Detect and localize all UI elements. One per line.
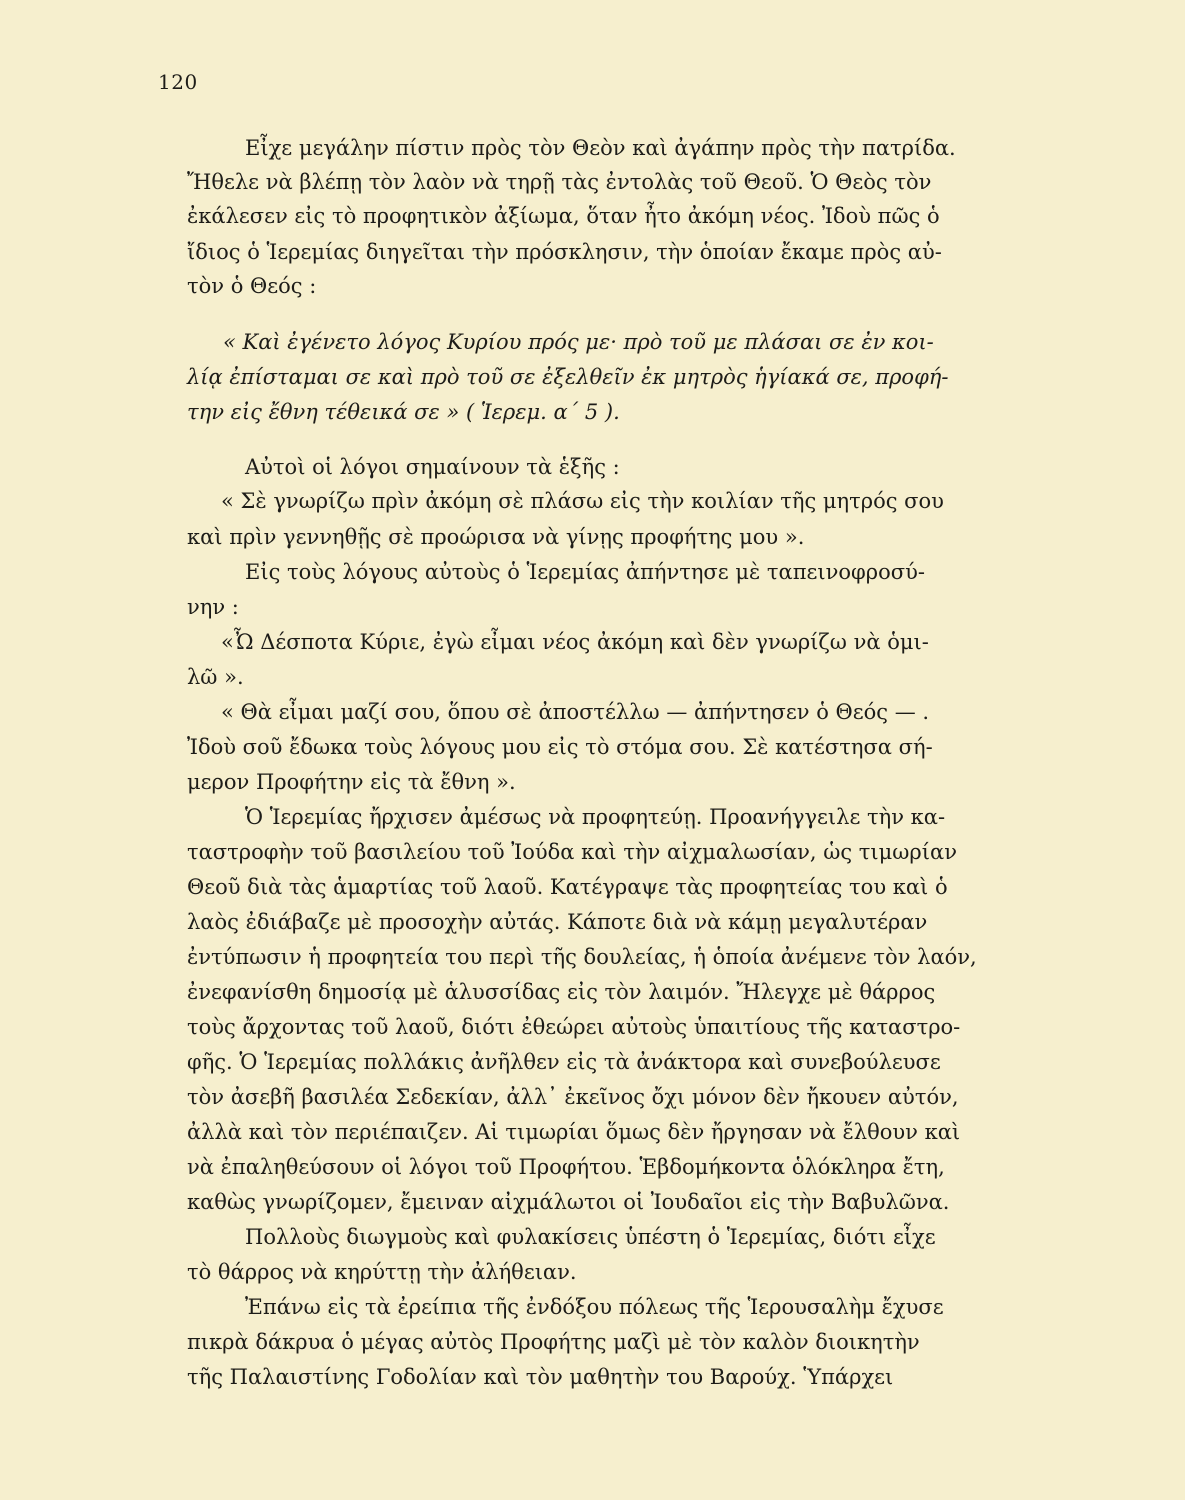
text-line: Θεοῦ διὰ τὰς ἁμαρτίας τοῦ λαοῦ. Κατέγραψε τὰς προφητείας του καὶ ὁ — [187, 875, 948, 899]
text-line: τοὺς ἄρχοντας τοῦ λαοῦ, διότι ἐθεώρει αὐτοὺς ὑπαιτίους τῆς καταστρο- — [187, 1015, 961, 1039]
text-line: « Σὲ γνωρίζω πρὶν ἀκόμη σὲ πλάσω εἰς τὴν κοιλίαν τῆς μητρός σου — [221, 489, 944, 513]
text-line: φῆς. Ὁ Ἱερεμίας πολλάκις ἀνῆλθεν εἰς τὰ ἀνάκτορα καὶ συνεβούλευσε — [187, 1050, 941, 1074]
text-line: ἀλλὰ καὶ τὸν περιέπαιζεν. Αἱ τιμωρίαι ὅμως δὲν ἤργησαν νὰ ἔλθουν καὶ — [187, 1120, 961, 1144]
text-line: ἐκάλεσεν εἰς τὸ προφητικὸν ἀξίωμα, ὅταν ἦτο ἀκόμη νέος. Ἰδοὺ πῶς ὁ — [187, 204, 940, 228]
text-line: « Θὰ εἶμαι μαζί σου, ὅπου σὲ ἀποστέλλω — ἀπήντησεν ὁ Θεός — . — [221, 700, 930, 724]
text-line: «Ὦ Δέσποτα Κύριε, ἐγὼ εἶμαι νέος ἀκόμη καὶ δὲν γνωρίζω νὰ ὁμι- — [221, 630, 929, 654]
scripture-quote-line: λίᾳ ἐπίσταμαι σε καὶ πρὸ τοῦ σε ἐξελθεῖν ἐκ μητρὸς ἡγίακά σε, προφή- — [187, 365, 949, 389]
text-line: πικρὰ δάκρυα ὁ μέγας αὐτὸς Προφήτης μαζὶ μὲ τὸν καλὸν διοικητὴν — [187, 1330, 920, 1354]
text-line: τῆς Παλαιστίνης Γοδολίαν καὶ τὸν μαθητὴν του Βαρούχ. Ὑπάρχει — [187, 1365, 894, 1389]
text-line: ἴδιος ὁ Ἱερεμίας διηγεῖται τὴν πρόσκλησιν, τὴν ὁποίαν ἔκαμε πρὸς αὐ- — [187, 240, 942, 264]
text-line: καθὼς γνωρίζομεν, ἔμειναν αἰχμάλωτοι οἱ Ἰουδαῖοι εἰς τὴν Βαβυλῶνα. — [187, 1190, 950, 1214]
scripture-quote-line: « Καὶ ἐγένετο λόγος Κυρίου πρός με· πρὸ τοῦ με πλάσαι σε ἐν κοι- — [223, 330, 934, 354]
text-line: Ὁ Ἱερεμίας ἤρχισεν ἀμέσως νὰ προφητεύῃ. Προανήγγειλε τὴν κα- — [245, 805, 946, 829]
text-line: Εἶχε μεγάλην πίστιν πρὸς τὸν Θεὸν καὶ ἀγάπην πρὸς τὴν πατρίδα. — [245, 136, 956, 160]
text-line: Ἤθελε νὰ βλέπῃ τὸν λαὸν νὰ τηρῇ τὰς ἐντολὰς τοῦ Θεοῦ. Ὁ Θεὸς τὸν — [187, 170, 932, 194]
text-line: Αὐτοὶ οἱ λόγοι σημαίνουν τὰ ἑξῆς : — [245, 455, 620, 479]
text-line: Πολλοὺς διωγμοὺς καὶ φυλακίσεις ὑπέστη ὁ Ἱερεμίας, διότι εἶχε — [245, 1225, 936, 1249]
text-line: νὰ ἐπαληθεύσουν οἱ λόγοι τοῦ Προφήτου. Ἑβδομήκοντα ὁλόκληρα ἔτη, — [187, 1155, 945, 1179]
text-line: νην : — [187, 595, 239, 619]
text-line: ἐνεφανίσθη δημοσίᾳ μὲ ἁλυσσίδας εἰς τὸν λαιμόν. Ἤλεγχε μὲ θάρρος — [187, 980, 936, 1004]
text-line: τὸν ὁ Θεός : — [187, 274, 317, 298]
text-line: μερον Προφήτην εἰς τὰ ἔθνη ». — [187, 770, 516, 794]
text-line: τὸ θάρρος νὰ κηρύττῃ τὴν ἀλήθειαν. — [187, 1260, 577, 1284]
text-line: ἐντύπωσιν ἡ προφητεία του περὶ τῆς δουλείας, ἡ ὁποία ἀνέμενε τὸν λαόν, — [187, 945, 977, 969]
scripture-quote-line: την εἰς ἔθνη τέθεικά σε » ( Ἱερεμ. α΄ 5 ). — [187, 400, 620, 424]
page-number: 120 — [158, 70, 198, 94]
text-line: καὶ πρὶν γεννηθῇς σὲ προώρισα νὰ γίνῃς προφήτης μου ». — [187, 525, 805, 549]
text-line: ταστροφὴν τοῦ βασιλείου τοῦ Ἰούδα καὶ τὴν αἰχμαλωσίαν, ὡς τιμωρίαν — [187, 840, 957, 864]
text-line: λῶ ». — [187, 665, 244, 689]
text-line: τὸν ἀσεβῆ βασιλέα Σεδεκίαν, ἀλλ᾽ ἐκεῖνος ὄχι μόνον δὲν ἤκουεν αὐτόν, — [187, 1085, 959, 1109]
text-line: Ἰδοὺ σοῦ ἔδωκα τοὺς λόγους μου εἰς τὸ στόμα σου. Σὲ κατέστησα σή- — [187, 735, 933, 759]
text-line: λαὸς ἐδιάβαζε μὲ προσοχὴν αὐτάς. Κάποτε διὰ νὰ κάμῃ μεγαλυτέραν — [187, 910, 928, 934]
text-line: Εἰς τοὺς λόγους αὐτοὺς ὁ Ἱερεμίας ἀπήντησε μὲ ταπεινοφροσύ- — [245, 560, 925, 584]
text-line: Ἐπάνω εἰς τὰ ἐρείπια τῆς ἐνδόξου πόλεως τῆς Ἱερουσαλὴμ ἔχυσε — [245, 1295, 944, 1319]
